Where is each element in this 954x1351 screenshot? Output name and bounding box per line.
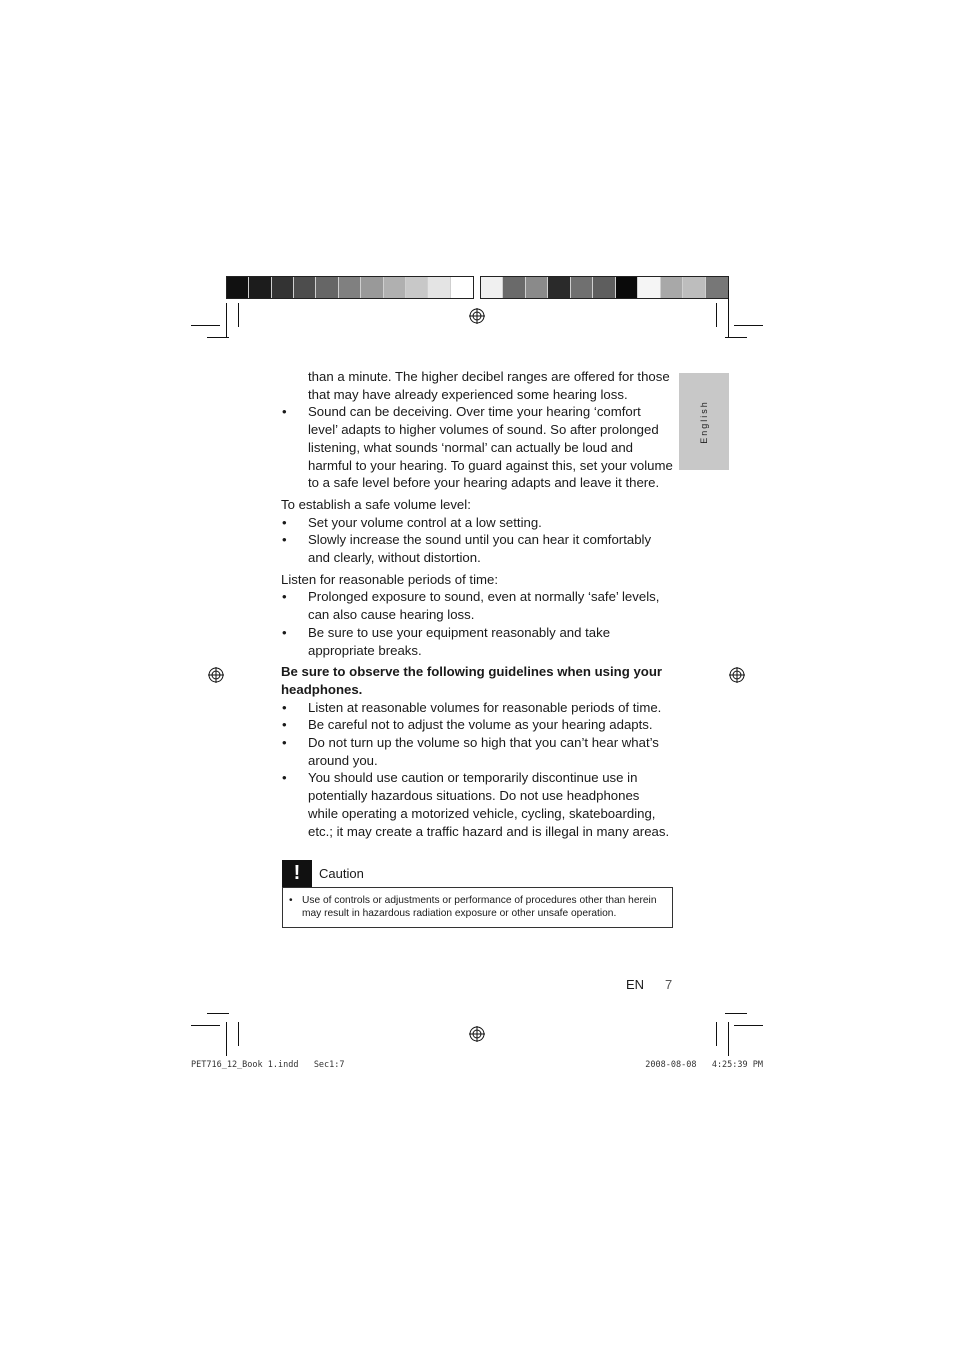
section-heading: To establish a safe volume level: <box>281 496 471 512</box>
caution-box <box>282 860 673 928</box>
color-swatch <box>294 277 316 298</box>
registration-mark-icon <box>208 667 224 683</box>
language-tab-label: English <box>699 399 709 444</box>
color-swatch <box>526 277 548 298</box>
crop-mark <box>725 1013 747 1014</box>
list-item: • Slowly increase the sound until you can hear it comfortably and clearly, without distortion. <box>281 531 673 566</box>
color-swatch <box>406 277 428 298</box>
crop-mark <box>226 1022 227 1056</box>
color-swatch <box>227 277 249 298</box>
list-item: • Be sure to use your equipment reasonably and take appropriate breaks. <box>281 624 673 659</box>
crop-mark <box>207 337 229 338</box>
crop-mark <box>226 303 227 337</box>
slug-date: 2008-08-08 4:25:39 PM <box>645 1060 763 1070</box>
color-swatch <box>638 277 660 298</box>
color-swatch <box>451 277 473 298</box>
color-swatch <box>249 277 271 298</box>
color-swatch <box>503 277 525 298</box>
crop-mark <box>716 1022 717 1046</box>
crop-mark <box>734 1025 763 1026</box>
color-swatch <box>384 277 406 298</box>
color-swatch <box>272 277 294 298</box>
bullet-list <box>281 514 673 567</box>
color-bar-left <box>226 276 474 299</box>
color-swatch <box>339 277 361 298</box>
crop-mark <box>734 325 763 326</box>
bullet-list <box>281 699 673 841</box>
crop-mark <box>191 325 220 326</box>
color-swatch <box>593 277 615 298</box>
section-heading: Listen for reasonable periods of time: <box>281 571 498 587</box>
registration-mark-icon <box>469 308 485 324</box>
color-swatch <box>548 277 570 298</box>
color-swatch <box>361 277 383 298</box>
main-content <box>281 368 673 840</box>
color-swatch <box>428 277 450 298</box>
list-item: • Prolonged exposure to sound, even at normally ‘safe’ levels, can also cause hearing loss. <box>281 588 673 623</box>
registration-mark-icon <box>729 667 745 683</box>
list-item: • Set your volume control at a low setting. <box>281 514 673 532</box>
crop-mark <box>191 1025 220 1026</box>
color-swatch <box>316 277 338 298</box>
crop-mark <box>238 303 239 327</box>
crop-mark <box>238 1022 239 1046</box>
registration-mark-icon <box>469 1026 485 1042</box>
list-item: • Be careful not to adjust the volume as your hearing adapts. <box>281 716 673 734</box>
color-swatch <box>661 277 683 298</box>
caution-label: Caution <box>319 866 364 881</box>
list-item: • Listen at reasonable volumes for reasonable periods of time. <box>281 699 673 717</box>
crop-mark <box>725 337 747 338</box>
color-swatch <box>616 277 638 298</box>
color-swatch <box>683 277 705 298</box>
color-swatch <box>706 277 728 298</box>
caution-header <box>282 860 673 887</box>
color-bar-right <box>480 276 729 299</box>
crop-mark <box>207 1013 229 1014</box>
color-swatch <box>481 277 503 298</box>
section-heading: Be sure to observe the following guidelines when using your headphones. <box>281 664 663 697</box>
crop-mark <box>728 1022 729 1056</box>
intro-text: than a minute. The higher decibel ranges are offered for those that may have already experienced some hearing loss. <box>308 369 670 402</box>
list-item: • Do not turn up the volume so high that you can’t hear what’s around you. <box>281 734 673 769</box>
list-item: • Sound can be deceiving. Over time your hearing ‘comfort level’ adapts to higher volumes of sound. So after prolonged listening, what sounds ‘normal’ can actually be loud and harmful to your hearing. To guard against this, set your volume to a safe level before your hearing adapts and leave it there. <box>281 403 673 492</box>
bullet-list <box>281 588 673 659</box>
footer-language: EN <box>626 977 645 992</box>
crop-mark <box>716 303 717 327</box>
slug-file: PET716_12_Book 1.indd Sec1:7 <box>191 1060 345 1070</box>
exclamation-icon: ! <box>282 860 312 887</box>
page-number: 7 <box>665 977 673 992</box>
caution-text: • Use of controls or adjustments or performance of procedures other than herein may result in hazardous radiation exposure or other unsafe operation. <box>282 887 673 928</box>
crop-mark <box>728 290 729 337</box>
intro-bullet-list <box>281 403 673 492</box>
list-item: • You should use caution or temporarily discontinue use in potentially hazardous situations. Do not use headphones while operating a motorized vehicle, cycling, skateboarding, etc.; it may create a traffic hazard and is illegal in many areas. <box>281 769 673 840</box>
color-swatch <box>571 277 593 298</box>
language-tab <box>679 373 729 470</box>
